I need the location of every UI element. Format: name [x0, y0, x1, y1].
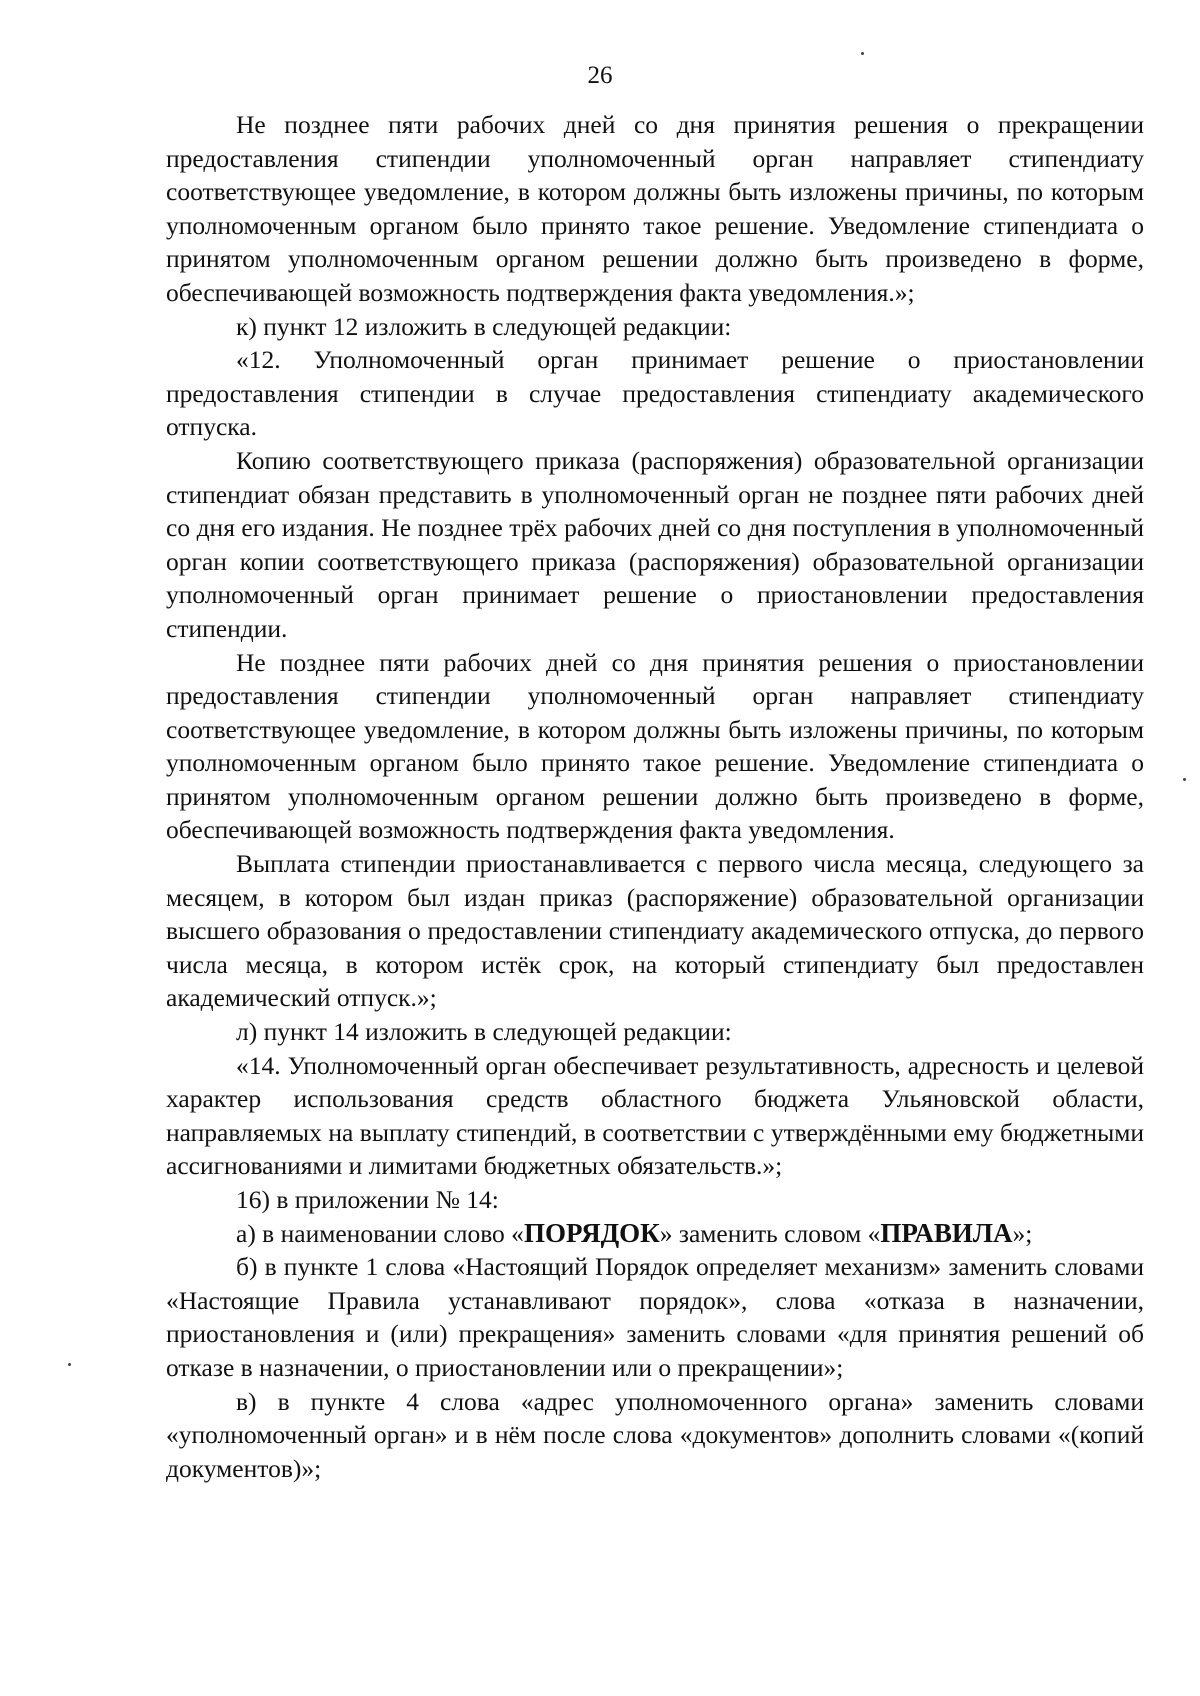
scan-speck	[68, 1363, 71, 1366]
paragraph: «14. Уполномоченный орган обеспечивает результативность, адресность и целевой характер использования средств областного бюджета Ульяновской области, направляемых на выплату стипендий, в соответствии с утверждёнными ему бюджетными ассигнованиями и лимитами бюджетных обязательств.»;	[166, 1050, 1144, 1181]
text-run: а) в наименовании слово «	[236, 1218, 524, 1248]
paragraph: б) в пункте 1 слова «Настоящий Порядок определяет механизм» заменить словами «Настоящие Правила устанавливают порядок», слова «отказа в назначении, приостановления и (или) прекращения» заменить словами «для принятия решений об отказе в назначении, о приостановлении или о прекращении»;	[166, 1252, 1144, 1382]
paragraph: к) пункт 12 изложить в следующей редакции:	[236, 311, 732, 341]
paragraph: «12. Уполномоченный орган принимает решение о приостановлении предоставления стипендии в случае предоставления стипендиату академического отпуска.	[166, 345, 1144, 442]
document-body	[166, 108, 1144, 1485]
scan-speck	[861, 52, 864, 55]
text-run: » заменить словом «	[659, 1218, 881, 1248]
paragraph: Не позднее пяти рабочих дней со дня принятия решения о прекращении предоставления стипендии уполномоченный орган направляет стипендиату соответствующее уведомление, в котором должны быть изложены причины, по которым уполномоченным органом было принято такое решение. Уведомление стипендиата о принятом уполномоченным органом решении должно быть произведено в форме, обеспечивающей возможность подтверждения факта уведомления.»;	[166, 110, 1144, 307]
paragraph: в) в пункте 4 слова «адрес уполномоченного органа» заменить словами «уполномоченный орган» и в нём после слова «документов» дополнить словами «(копий документов)»;	[166, 1386, 1144, 1483]
bold-word-old: ПОРЯДОК	[523, 1217, 660, 1248]
paragraph: Выплата стипендии приостанавливается с первого числа месяца, следующего за месяцем, в котором был издан приказ (распоряжение) образовательной организации высшего образования о предоставлении стипендиату академического отпуска, до первого числа месяца, в котором истёк срок, на который стипендиату был предоставлен академический отпуск.»;	[166, 849, 1144, 1013]
bold-word-new: ПРАВИЛА	[880, 1217, 1013, 1248]
paragraph: л) пункт 14 изложить в следующей редакции:	[236, 1017, 732, 1047]
scan-speck	[1183, 778, 1186, 781]
paragraph: Копию соответствующего приказа (распоряжения) образовательной организации стипендиат обязан представить в уполномоченный орган не позднее пяти рабочих дней со дня его издания. Не позднее трёх рабочих дней со дня поступления в уполномоченный орган копии соответствующего приказа (распоряжения) образовательной организации уполномоченный орган принимает решение о приостановлении предоставления стипендии.	[166, 445, 1144, 643]
paragraph-rename-title	[166, 1217, 1144, 1251]
page-number: 26	[587, 62, 613, 89]
paragraph: 16) в приложении № 14:	[236, 1185, 499, 1214]
paragraph: Не позднее пяти рабочих дней со дня принятия решения о приостановлении предоставления стипендии уполномоченный орган направляет стипендиату соответствующее уведомление, в котором должны быть изложены причины, по которым уполномоченным органом было принято такое решение. Уведомление стипендиата о принятом уполномоченным органом решении должно быть произведено в форме, обеспечивающей возможность подтверждения факта уведомления.	[166, 647, 1144, 845]
text-run: »;	[1012, 1218, 1033, 1248]
